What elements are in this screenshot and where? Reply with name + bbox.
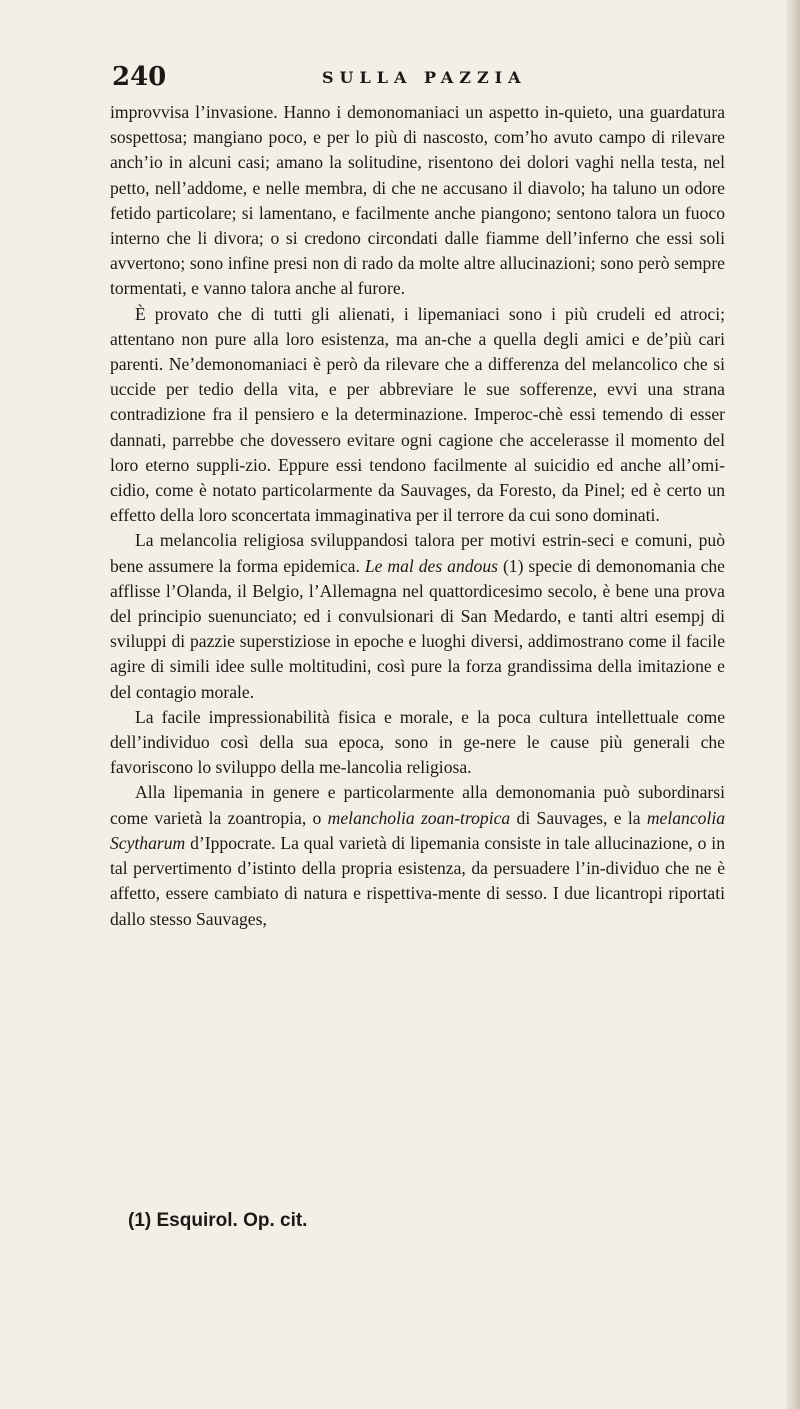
paragraph-2 [110, 302, 725, 529]
running-head: SULLA PAZZIA [322, 68, 527, 87]
paragraph-5-term-italic-2: melancolia Scytharum [110, 807, 726, 853]
footnote: (1) Esquirol. Op. cit. [128, 1210, 308, 1231]
paragraph-3-text-a: La melancolia religiosa sviluppandosi talora per motivi estrin-seci e comuni, può bene assumere la forma epidemica. [110, 530, 725, 576]
paragraph-3 [110, 528, 725, 704]
paragraph-5-text-a: Alla lipemania in genere e particolarmente alla demonomania può subordinarsi come varietà la zoantropia, o [110, 782, 725, 828]
paragraph-4-text: La facile impressionabilità fisica e morale, e la poca cultura intellettuale come dell’individuo così della sua epoca, sono in ge-nere le cause più generali che favoriscono lo sviluppo della me-lancolia religiosa. [110, 706, 725, 778]
paragraph-1-text: improvvisa l’invasione. Hanno i demonomaniaci un aspetto in-quieto, una guardatura sospettosa; mangiano poco, e per lo più di nascosto, com’ho avuto campo di rilevare anch’io in alcuni casi; amano la solitudine, risentono dei dolori vaghi nella testa, nel petto, nell’addome, e nelle membra, di che ne accusano il diavolo; ha taluno un odore fetido particolare; si lamentano, e facilmente anche piangono; sentono talora un fuoco interno che li divora; o si credono circondati dalle fiamme dell’inferno che essi soli avvertono; sono infine presi non di rado da molte altre allucinazioni; sono però sempre tormentati, e vanno talora anche al furore. [110, 102, 725, 299]
paragraph-3-title-italic: Le mal des andous [364, 555, 498, 576]
paragraph-5-text-c: d’Ippocrate. La qual varietà di lipemania consiste in tale allucinazione, o in tal pervertimento d’istinto della propria esistenza, da persuadere l’in-dividuo che ne è affetto, essere cambiato di natura e rispettiva-mente di sesso. I due licantropi riportati dallo stesso Sauvages, [110, 832, 725, 929]
paragraph-2-text: È provato che di tutti gli alienati, i lipemaniaci sono i più crudeli ed atroci; attentano non pure alla loro esistenza, ma an-che a quella degli amici e de’più cari parenti. Ne’demonomaniaci è però da rilevare che a differenza del melancolico che si uccide per tedio della vita, e per abbreviare le sue sofferenze, evvi una strana contradizione fra il pensiero e la determinazione. Imperoc-chè essi temendo di esser dannati, parrebbe che dovessero evitare ogni cagione che accelerasse il momento del loro eterno suppli-zio. Eppure essi tendono facilmente al suicidio ed anche all’omi-cidio, come è notato particolarmente da Sauvages, da Foresto, da Pinel; ed è certo un effetto della loro sconcertata immaginativa per il terrore da cui sono dominati. [110, 303, 725, 526]
paragraph-4 [110, 705, 725, 781]
paragraph-3-text-b: (1) specie di demonomania che afflisse l’Olanda, il Belgio, l’Allemagna nel quattordicesimo secolo, è bene una prova del principio suenunciato; ed i convulsionari di San Medardo, e tanti altri esempj di sviluppi di pazzie superstiziose in epoche e luoghi diversi, addimostrano come il facile agire di simili idee sulle moltitudini, così pure la forza grandissima della imitazione e del contagio morale. [110, 555, 725, 702]
paragraph-5 [110, 780, 725, 931]
paragraph-5-text-b: di Sauvages, e la [510, 807, 647, 828]
page-number: 240 [112, 62, 167, 92]
paragraph-5-term-italic-1: melancholia zoan-tropica [327, 807, 511, 828]
page-edge [786, 0, 800, 1409]
page-header [112, 62, 712, 92]
paragraph-1 [110, 100, 725, 302]
body-text [110, 100, 725, 932]
